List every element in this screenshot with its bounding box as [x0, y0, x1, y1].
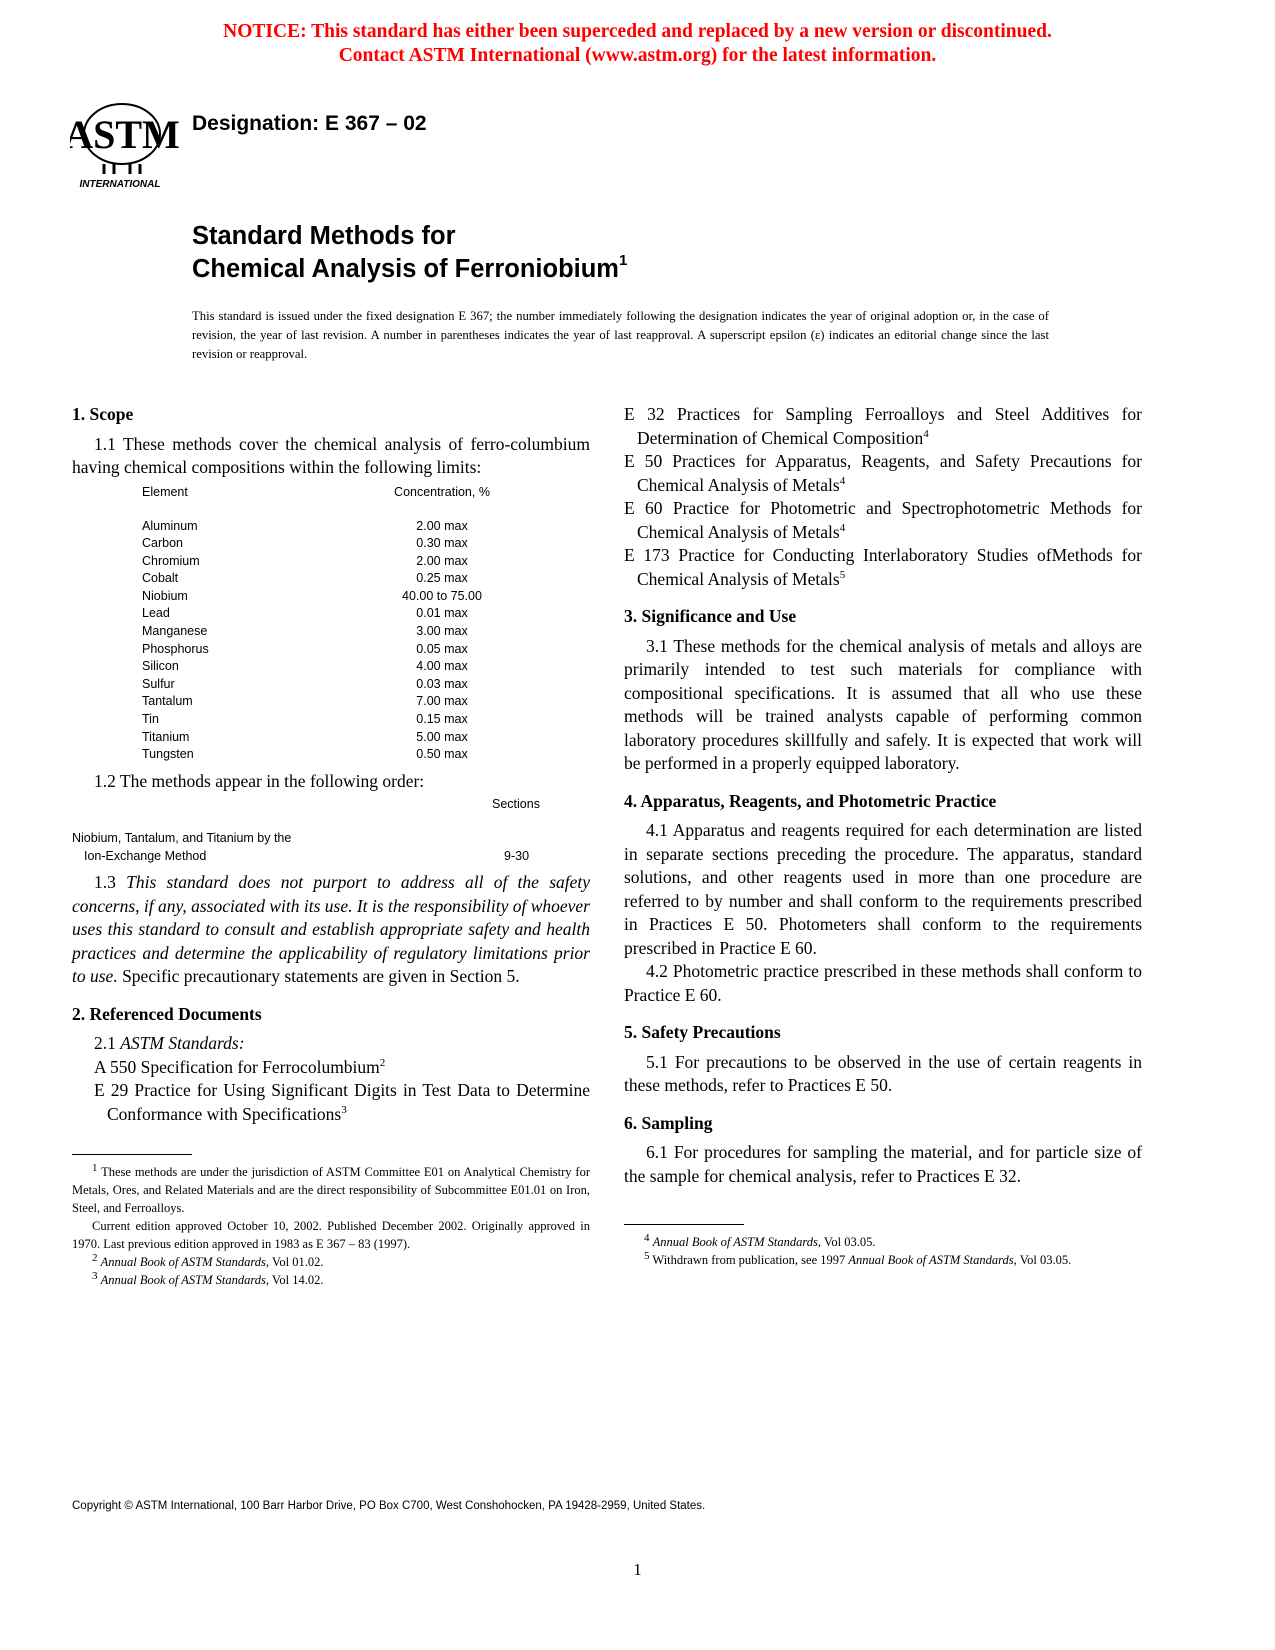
concentration-cell: 0.03 max [416, 676, 468, 691]
title-footnote-ref[interactable]: 1 [618, 251, 628, 269]
table-row [142, 518, 497, 536]
reference-a550: A 550 Specification for Ferrocolumbium$^2$ [94, 1056, 386, 1077]
element-cell: Tungsten [142, 747, 194, 762]
table-row [142, 553, 497, 571]
reference-e50: E 50 Practices for Apparatus, Reagents, and Safety Precautions for Chemical Analysis of Metals$^4$ [624, 451, 1142, 495]
footnote-5: $^5$ Withdrawn from publication, see 1997 Annual Book of ASTM Standards, Vol 03.05. [644, 1249, 1072, 1267]
paragraph-5-1: 5.1 For precautions to be observed in the use of certain reagents in these methods, refer to Practices E 50. [624, 1051, 1142, 1095]
footnotes-right [624, 1233, 1142, 1269]
reference-e29: E 29 Practice for Using Significant Digits in Test Data to Determine Conformance with Specifications$^3$ [94, 1080, 590, 1124]
logo-text: INTERNATIONAL [79, 179, 161, 188]
element-cell: Niobium [142, 588, 188, 603]
left-column [72, 403, 590, 1289]
footnote-rule-left [72, 1154, 192, 1155]
concentration-cell: 3.00 max [416, 624, 468, 639]
table-row [142, 676, 497, 694]
title-line-1: Standard Methods for [192, 222, 456, 250]
concentration-cell: 2.00 max [416, 518, 468, 533]
page-number: 1 [633, 1560, 642, 1579]
reference-e173: E 173 Practice for Conducting Interlaboratory Studies ofMethods for Chemical Analysis of Metals$^5$ [624, 545, 1142, 589]
element-cell: Silicon [142, 659, 179, 674]
concentration-cell: 0.30 max [416, 536, 468, 551]
element-cell: Tin [142, 712, 159, 727]
paragraph-1-2: 1.2 The methods appear in the following order: [94, 770, 425, 791]
table-row [142, 535, 497, 553]
element-cell: Chromium [142, 553, 200, 568]
table-header-row [142, 484, 497, 518]
table-row [142, 570, 497, 588]
order-item-sections: 9-30 [504, 849, 530, 864]
element-cell: Phosphorus [142, 641, 209, 656]
designation: Designation: E 367 – 02 [192, 112, 427, 135]
element-cell: Carbon [142, 536, 183, 551]
section-heading-apparatus: 4. Apparatus, Reagents, and Photometric Practice [624, 790, 997, 811]
paragraph-2-1: 2.1 ASTM Standards: [94, 1033, 245, 1054]
concentration-cell: 0.15 max [416, 712, 468, 727]
element-cell: Tantalum [142, 694, 193, 709]
table-row [142, 605, 497, 623]
footnote-rule-right [624, 1224, 744, 1225]
concentration-cell: 40.00 to 75.00 [402, 588, 482, 603]
element-cell: Manganese [142, 624, 208, 639]
reference-e32: E 32 Practices for Sampling Ferroalloys and Steel Additives for Determination of Chemical Composition$^4$ [624, 404, 1142, 448]
concentration-cell: 2.00 max [416, 553, 468, 568]
section-heading-significance: 3. Significance and Use [624, 606, 797, 626]
paragraph-1-3: 1.3 This standard does not purport to address all of the safety concerns, if any, associated with its use. It is the responsibility of whoever uses this standard to consult and establish appropriate safety and health practices and determine the applicability of regulatory limitations prior to use. Specific precautionary statements are given in Section 5. [72, 872, 591, 987]
astm-international-logo-icon [70, 96, 180, 188]
footnote-1: $^1$ These methods are under the jurisdiction of ASTM Committee E01 on Analytical Chemistry for Metals, Ores, and Related Materials and are the direct responsibility of Subcommittee E01.01 on Iron, Steel, and Ferroalloys. [72, 1162, 590, 1216]
section-heading-referenced-documents: 2. Referenced Documents [72, 1003, 262, 1024]
notice-line-1: NOTICE: This standard has either been superceded and replaced by a new version or discontinued. [223, 21, 1052, 42]
footnote-4: $^4$ Annual Book of ASTM Standards, Vol 03.05. [644, 1231, 876, 1249]
paragraph-6-1: 6.1 For procedures for sampling the material, and for particle size of the sample for chemical analysis, refer to Practices E 32. [624, 1142, 1142, 1186]
methods-order-table [72, 793, 590, 863]
concentration-cell: 4.00 max [416, 659, 468, 674]
paragraph-1-1: 1.1 These methods cover the chemical analysis of ferro-columbium having chemical compositions within the following limits: [72, 433, 590, 477]
issued-note: This standard is issued under the fixed designation E 367; the number immediately following the designation indicates the year of original adoption or, in the case of revision, the year of last revision. A number in parentheses indicates the year of last reapproval. A superscript epsilon (ε) indicates an editorial change since the last revision or reapproval. [192, 309, 1049, 361]
concentration-cell: 5.00 max [416, 729, 468, 744]
element-cell: Cobalt [142, 571, 179, 586]
footnote-3: $^3$ Annual Book of ASTM Standards, Vol 14.02. [92, 1270, 324, 1288]
svg-text:ASTM: ASTM [70, 112, 180, 157]
page-title [192, 220, 627, 286]
table-row [142, 658, 497, 676]
paragraph-4-1: 4.1 Apparatus and reagents required for each determination are listed in separate sections preceding the procedure. The apparatus, standard solutions, and other reagents used in more than one procedure are referred to by number and shall conform to the requirements prescribed in Practices E 50. Photometers shall conform to the requirements prescribed in Practice E 60. [624, 820, 1142, 958]
element-cell: Lead [142, 606, 170, 621]
footnote-2: $^2$ Annual Book of ASTM Standards, Vol 01.02. [92, 1252, 324, 1270]
element-cell: Aluminum [142, 518, 198, 533]
footnotes-left [72, 1163, 590, 1289]
order-header-sections: Sections [492, 797, 540, 812]
order-item-line-1: Niobium, Tantalum, and Titanium by the [72, 831, 292, 846]
table-header-element: Element [142, 484, 188, 499]
notice-line-2: Contact ASTM International (www.astm.org) for the latest information. [338, 45, 937, 66]
reference-e60: E 60 Practice for Photometric and Spectrophotometric Methods for Chemical Analysis of Metals$^4$ [624, 498, 1142, 542]
copyright-notice: Copyright © ASTM International, 100 Barr Harbor Drive, PO Box C700, West Conshohocken, PA 19428-2959, United States. [72, 1500, 706, 1512]
order-item-line-2: Ion-Exchange Method [84, 849, 207, 864]
table-row [142, 746, 497, 764]
paragraph-4-2: 4.2 Photometric practice prescribed in these methods shall conform to Practice E 60. [624, 961, 1142, 1005]
table-row [142, 588, 497, 606]
title-line-2: Chemical Analysis of Ferroniobium$^1$ [192, 251, 628, 283]
section-heading-sampling: 6. Sampling [624, 1112, 713, 1133]
concentration-cell: 0.01 max [416, 606, 468, 621]
table-header-concentration: Concentration, % [394, 484, 490, 499]
right-column [624, 403, 1142, 1269]
footnote-1-edition: Current edition approved October 10, 2002. Published December 2002. Originally approved in 1970. Last previous edition approved in 1983 as E 367 – 83 (1997). [72, 1219, 590, 1252]
paragraph-3-1: 3.1 These methods for the chemical analysis of metals and alloys are primarily intended to test such materials for compliance with compositional specifications. It is assumed that all who use these methods will be trained analysts capable of performing common laboratory procedures skillfully and safely. It is expected that work will be performed in a properly equipped laboratory. [624, 635, 1142, 773]
section-heading-safety: 5. Safety Precautions [624, 1022, 781, 1042]
element-cell: Sulfur [142, 676, 175, 691]
table-row [142, 711, 497, 729]
element-cell: Titanium [142, 729, 190, 744]
concentration-cell: 0.50 max [416, 747, 468, 762]
concentration-cell: 0.25 max [416, 571, 468, 586]
concentration-cell: 7.00 max [416, 694, 468, 709]
table-row [142, 729, 497, 747]
table-row [142, 623, 497, 641]
table-row [142, 641, 497, 659]
section-heading-scope: 1. Scope [72, 404, 134, 424]
composition-limits-table [142, 484, 497, 764]
concentration-cell: 0.05 max [416, 641, 468, 656]
table-row [142, 693, 497, 711]
